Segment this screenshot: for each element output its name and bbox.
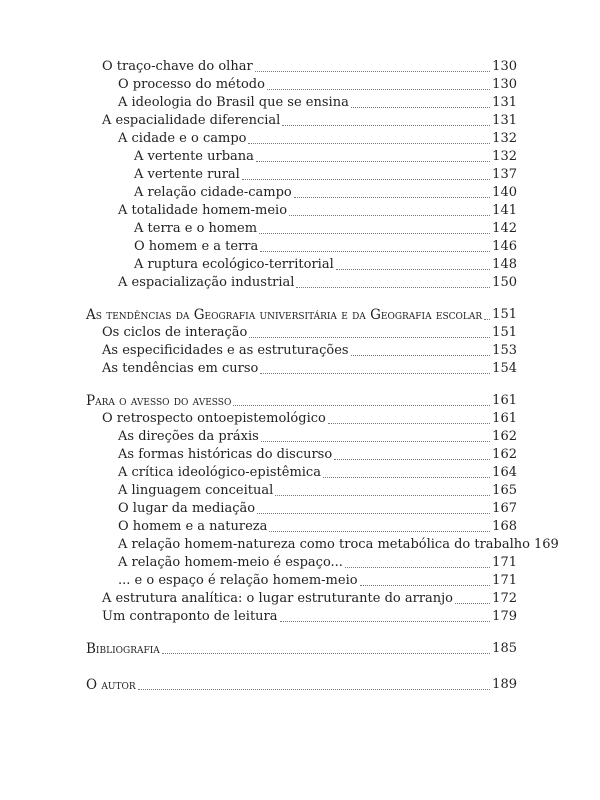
dot-leader	[289, 215, 490, 216]
dot-leader	[280, 621, 491, 622]
dot-leader	[242, 179, 490, 180]
dot-leader	[259, 233, 490, 234]
entry-title: A terra e o homem	[134, 221, 258, 236]
entry-title: A espacialidade diferencial	[102, 113, 281, 128]
dot-leader	[282, 125, 490, 126]
page-number: 140	[492, 185, 517, 200]
page-number: 148	[492, 257, 517, 272]
dot-leader	[269, 531, 490, 532]
dot-leader	[334, 459, 490, 460]
toc-entry[interactable]	[86, 130, 517, 148]
toc-entry[interactable]	[86, 220, 517, 238]
toc-entry[interactable]	[86, 428, 517, 446]
section-gap	[86, 626, 517, 640]
page-number: 154	[492, 361, 517, 376]
entry-title: As especificidades e as estruturações	[102, 343, 349, 358]
dot-leader	[328, 423, 490, 424]
toc-chapter-entry[interactable]	[86, 676, 517, 694]
dot-leader	[261, 441, 490, 442]
toc-group	[86, 306, 517, 378]
dot-leader	[267, 89, 490, 90]
entry-title: A linguagem conceitual	[118, 483, 274, 498]
page-number: 130	[492, 77, 517, 92]
page-number: 161	[492, 393, 517, 408]
section-gap	[86, 658, 517, 676]
page-number: 142	[492, 221, 517, 236]
page-number: 189	[492, 677, 517, 692]
entry-title: Para o avesso do avesso	[86, 393, 232, 409]
entry-title: A relação homem-natureza como troca metabólica do trabalho	[118, 537, 530, 552]
toc-entry[interactable]	[86, 410, 517, 428]
page-number: 165	[492, 483, 517, 498]
toc-entry[interactable]	[86, 342, 517, 360]
page-number: 131	[492, 95, 517, 110]
toc-group	[86, 392, 559, 626]
toc-entry[interactable]	[86, 202, 517, 220]
toc-entry[interactable]	[86, 274, 517, 292]
dot-leader	[249, 337, 490, 338]
toc-entry[interactable]	[86, 572, 517, 590]
entry-title: As direções da práxis	[118, 429, 259, 444]
dot-leader	[336, 269, 490, 270]
toc-entry[interactable]	[86, 112, 517, 130]
page-number: 185	[492, 641, 517, 656]
dot-leader	[455, 603, 490, 604]
toc-chapter-entry[interactable]	[86, 306, 517, 324]
entry-title: A vertente urbana	[134, 149, 254, 164]
dot-leader	[162, 653, 490, 654]
page-number: 130	[492, 59, 517, 74]
page-number: 171	[492, 573, 517, 588]
entry-title: ... e o espaço é relação homem-meio	[118, 573, 358, 588]
dot-leader	[323, 477, 490, 478]
dot-leader	[294, 197, 490, 198]
toc-entry[interactable]	[86, 518, 517, 536]
dot-leader	[484, 319, 490, 320]
page-number: 151	[492, 307, 517, 322]
entry-title: A ruptura ecológico-territorial	[134, 257, 334, 272]
toc-entry[interactable]	[86, 184, 517, 202]
page-number: 132	[492, 149, 517, 164]
section-gap	[86, 378, 517, 392]
toc-entry[interactable]	[86, 554, 517, 572]
page-number: 169	[533, 537, 559, 552]
entry-title: Um contraponto de leitura	[102, 609, 278, 624]
page-number: 131	[492, 113, 517, 128]
entry-title: As tendências em curso	[102, 361, 259, 376]
dot-leader	[256, 161, 490, 162]
dot-leader	[345, 567, 490, 568]
toc-entry[interactable]	[86, 166, 517, 184]
dot-leader	[255, 71, 491, 72]
entry-title: A totalidade homem-meio	[118, 203, 288, 218]
entry-title: A crítica ideológico-epistêmica	[118, 465, 321, 480]
entry-title: Bibliografia	[86, 641, 160, 657]
page-number: 141	[492, 203, 517, 218]
toc-entry[interactable]	[86, 256, 517, 274]
entry-title: O processo do método	[118, 77, 265, 92]
page-number: 153	[492, 343, 517, 358]
dot-leader	[351, 355, 491, 356]
entry-title: A espacialização industrial	[118, 275, 295, 290]
dot-leader	[351, 107, 490, 108]
page-number: 162	[492, 447, 517, 462]
page-number: 151	[492, 325, 517, 340]
entry-title: O homem e a natureza	[118, 519, 268, 534]
page-number: 164	[492, 465, 517, 480]
page-number: 172	[492, 591, 517, 606]
toc-entry[interactable]	[86, 148, 517, 166]
toc-entry[interactable]	[86, 464, 517, 482]
dot-leader	[248, 143, 490, 144]
page-number: 137	[492, 167, 517, 182]
toc-entry[interactable]	[86, 536, 559, 554]
entry-title: O homem e a terra	[134, 239, 259, 254]
dot-leader	[360, 585, 491, 586]
entry-title: O retrospecto ontoepistemológico	[102, 411, 326, 426]
toc-entry[interactable]	[86, 58, 517, 76]
entry-title: Os ciclos de interação	[102, 325, 248, 340]
table-of-contents	[86, 58, 559, 694]
entry-title: O traço-chave do olhar	[102, 59, 253, 74]
toc-group	[86, 640, 517, 658]
entry-title: A estrutura analítica: o lugar estruturante do arranjo	[102, 591, 454, 606]
entry-title: A relação cidade-campo	[134, 185, 292, 200]
toc-entry[interactable]	[86, 482, 517, 500]
dot-leader	[260, 251, 490, 252]
entry-title: O autor	[86, 677, 136, 693]
entry-title: A relação homem-meio é espaço...	[118, 555, 343, 570]
section-gap	[86, 292, 517, 306]
dot-leader	[138, 689, 491, 690]
toc-entry[interactable]	[86, 324, 517, 342]
entry-title: As formas históricas do discurso	[118, 447, 333, 462]
toc-entry[interactable]	[86, 500, 517, 518]
toc-chapter-entry[interactable]	[86, 392, 517, 410]
page-number: 146	[492, 239, 517, 254]
entry-title: A ideologia do Brasil que se ensina	[118, 95, 349, 110]
page-number: 132	[492, 131, 517, 146]
toc-entry[interactable]	[86, 446, 517, 464]
entry-title: A cidade e o campo	[118, 131, 247, 146]
toc-entry[interactable]	[86, 94, 517, 112]
toc-chapter-entry[interactable]	[86, 640, 517, 658]
dot-leader	[233, 405, 490, 406]
page-number: 162	[492, 429, 517, 444]
page-number: 150	[492, 275, 517, 290]
entry-title: As tendências da Geografia universitária e da Geografia escolar	[86, 307, 483, 323]
toc-entry[interactable]	[86, 238, 517, 256]
page-number: 161	[492, 411, 517, 426]
page-number: 179	[492, 609, 517, 624]
page-number: 167	[492, 501, 517, 516]
page-number: 171	[492, 555, 517, 570]
toc-entry[interactable]	[86, 76, 517, 94]
entry-title: O lugar da mediação	[118, 501, 256, 516]
toc-entry[interactable]	[86, 590, 517, 608]
dot-leader	[296, 287, 490, 288]
toc-group	[86, 58, 517, 292]
entry-title: A vertente rural	[134, 167, 240, 182]
dot-leader	[257, 513, 490, 514]
toc-entry[interactable]	[86, 608, 517, 626]
toc-entry[interactable]	[86, 360, 517, 378]
dot-leader	[275, 495, 490, 496]
toc-group	[86, 676, 517, 694]
page-number: 168	[492, 519, 517, 534]
dot-leader	[260, 373, 490, 374]
